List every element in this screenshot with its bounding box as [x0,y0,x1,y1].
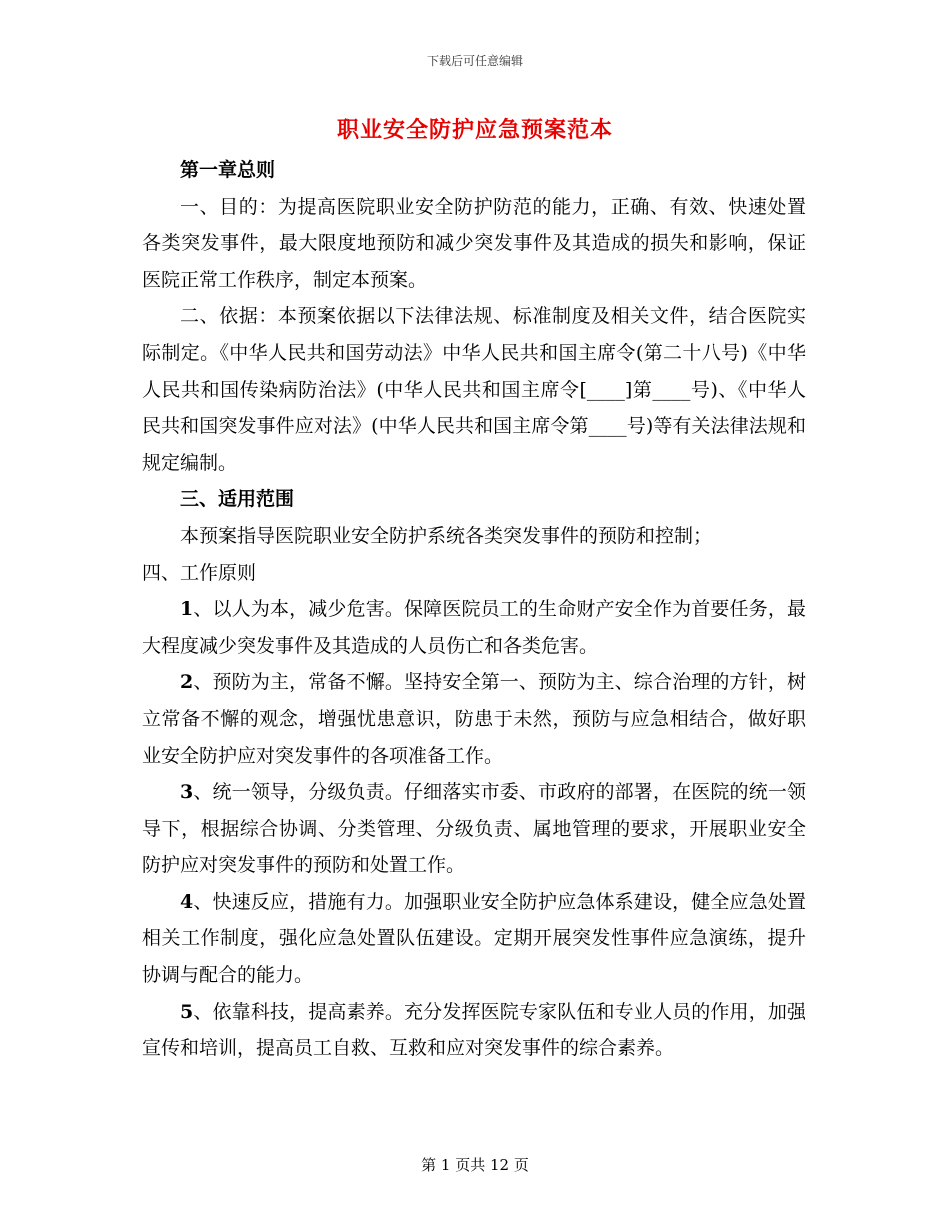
principle-text: 、依靠科技，提高素养。充分发挥医院专家队伍和专业人员的作用，加强宣传和培训，提高员工自救、互救和应对突发事件的综合素养。 [142,1000,806,1060]
principle-number: 1 [180,598,194,621]
principle-number: 5 [180,1000,194,1023]
principle-text: 、以人为本，减少危害。保障医院员工的生命财产安全作为首要任务，最大程度减少突发事件及其造成的人员伤亡和各类危害。 [142,598,806,657]
page-number: 第 1 页共 12 页 [421,1156,529,1174]
principle-item [142,774,806,884]
section-scope-text: 本预案指导医院职业安全防护系统各类突发事件的预防和控制； [180,524,713,547]
principle-item [142,884,806,994]
document-title: 职业安全防护应急预案范本 [336,117,613,143]
principle-number: 3 [180,781,194,804]
document-body [142,152,806,1067]
principle-number: 4 [180,890,194,913]
principle-number: 2 [180,671,194,694]
chapter-heading: 第一章总则 [180,159,276,181]
section-principles-heading: 四、工作原则 [142,561,257,584]
section-basis: 二、依据：本预案依据以下法律法规、标准制度及相关文件，结合医院实际制定。《中华人民共和国劳动法》中华人民共和国主席令(第二十八号)《中华人民共和国传染病防治法》(中华人民共和国主席令[____]第____号)、《中华人民共和国突发事件应对法》(中华人民共和国主席令第____号)等有关法律法规和规定编制。 [142,305,806,474]
principle-text: 、预防为主，常备不懈。坚持安全第一、预防为主、综合治理的方针，树立常备不懈的观念，增强忧患意识，防患于未然，预防与应急相结合，做好职业安全防护应对突发事件的各项准备工作。 [142,671,806,767]
principle-item [142,994,806,1067]
principle-text: 、快速反应，措施有力。加强职业安全防护应急体系建设，健全应急处置相关工作制度，强化应急处置队伍建设。定期开展突发性事件应急演练，提升协调与配合的能力。 [142,890,806,987]
section-scope-heading: 三、适用范围 [180,488,295,511]
principle-text: 、统一领导，分级负责。仔细落实市委、市政府的部署，在医院的统一领导下，根据综合协调、分类管理、分级负责、属地管理的要求，开展职业安全防护应对突发事件的预防和处置工作。 [142,781,806,877]
page-header-note: 下载后可任意编辑 [426,54,523,68]
principle-item [142,591,806,664]
principle-item [142,664,806,774]
section-purpose: 一、目的：为提高医院职业安全防护防范的能力，正确、有效、快速处置各类突发事件，最大限度地预防和减少突发事件及其造成的损失和影响，保证医院正常工作秩序，制定本预案。 [142,195,806,291]
